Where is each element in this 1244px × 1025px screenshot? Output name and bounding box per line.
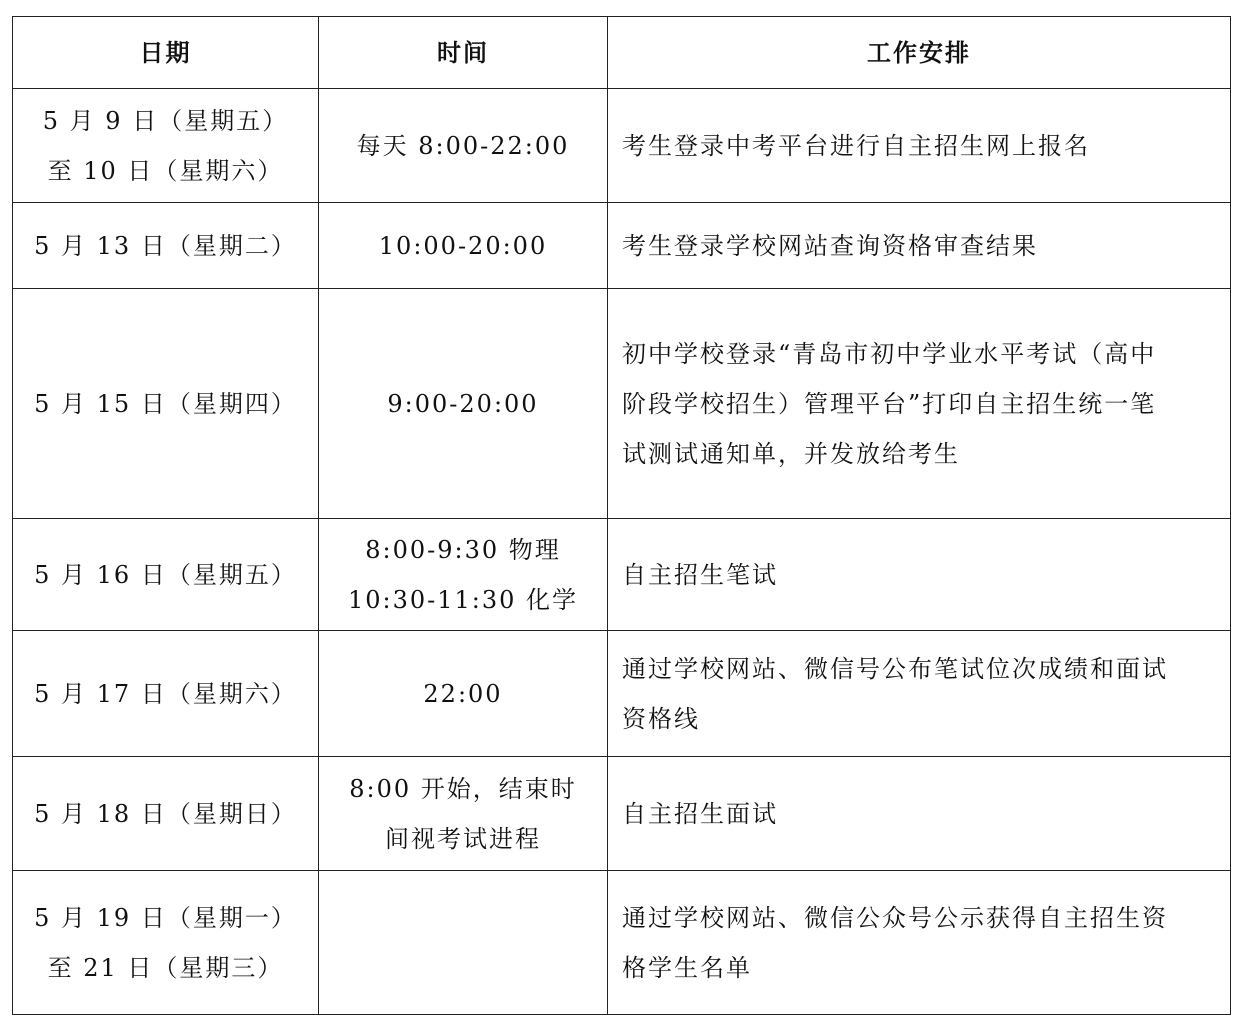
table-row (13, 519, 1231, 631)
task-line: 资格线 (622, 704, 700, 733)
table-row (13, 871, 1231, 1015)
time-cell (319, 631, 608, 757)
date-line: 5 月 19 日（星期一） (34, 903, 297, 932)
task-cell (608, 289, 1231, 519)
date-cell (13, 203, 319, 289)
table-row (13, 757, 1231, 871)
date-line: 5 月 9 日（星期五） (42, 106, 289, 135)
date-line: 5 月 18 日（星期日） (34, 799, 297, 828)
task-cell (608, 871, 1231, 1015)
date-cell (13, 519, 319, 631)
task-line: 考生登录学校网站查询资格审查结果 (622, 231, 1038, 260)
time-cell (319, 89, 608, 203)
task-line: 试测试通知单，并发放给考生 (622, 439, 960, 468)
task-line: 自主招生笔试 (622, 560, 778, 589)
header-task: 工作安排 (608, 17, 1231, 89)
task-cell (608, 203, 1231, 289)
time-cell (319, 203, 608, 289)
time-line: 8:00-9:30 物理 (365, 535, 561, 564)
time-line: 10:30-11:30 化学 (347, 585, 579, 614)
task-line: 自主招生面试 (622, 799, 778, 828)
schedule-table (12, 16, 1231, 1015)
date-cell (13, 89, 319, 203)
task-line: 格学生名单 (622, 953, 752, 982)
task-line: 考生登录中考平台进行自主招生网上报名 (622, 131, 1090, 160)
date-cell (13, 871, 319, 1015)
time-cell (319, 289, 608, 519)
task-line: 通过学校网站、微信号公布笔试位次成绩和面试 (622, 654, 1168, 683)
time-line: 9:00-20:00 (387, 389, 539, 418)
table-row (13, 289, 1231, 519)
table-row (13, 631, 1231, 757)
date-line: 5 月 16 日（星期五） (34, 560, 297, 589)
header-date: 日期 (13, 17, 319, 89)
task-line: 阶段学校招生）管理平台”打印自主招生统一笔 (622, 389, 1157, 418)
task-line: 通过学校网站、微信公众号公示获得自主招生资 (622, 903, 1168, 932)
task-cell (608, 631, 1231, 757)
date-cell (13, 289, 319, 519)
task-line: 初中学校登录“青岛市初中学业水平考试（高中 (622, 339, 1157, 368)
table-row (13, 203, 1231, 289)
time-line: 8:00 开始，结束时 (349, 774, 577, 803)
task-cell (608, 89, 1231, 203)
time-line: 每天 8:00-22:00 (356, 131, 570, 160)
time-line: 10:00-20:00 (378, 231, 548, 260)
table-row (13, 89, 1231, 203)
date-line: 5 月 15 日（星期四） (34, 389, 297, 418)
date-cell (13, 757, 319, 871)
date-line: 5 月 13 日（星期二） (34, 231, 297, 260)
header-row (13, 17, 1231, 89)
date-line: 至 21 日（星期三） (47, 953, 284, 982)
time-line: 22:00 (423, 679, 503, 708)
time-cell (319, 871, 608, 1015)
time-cell (319, 757, 608, 871)
date-cell (13, 631, 319, 757)
date-line: 至 10 日（星期六） (47, 156, 284, 185)
date-line: 5 月 17 日（星期六） (34, 679, 297, 708)
header-time: 时间 (319, 17, 608, 89)
time-cell (319, 519, 608, 631)
time-line: 间视考试进程 (385, 824, 541, 853)
task-cell (608, 519, 1231, 631)
task-cell (608, 757, 1231, 871)
